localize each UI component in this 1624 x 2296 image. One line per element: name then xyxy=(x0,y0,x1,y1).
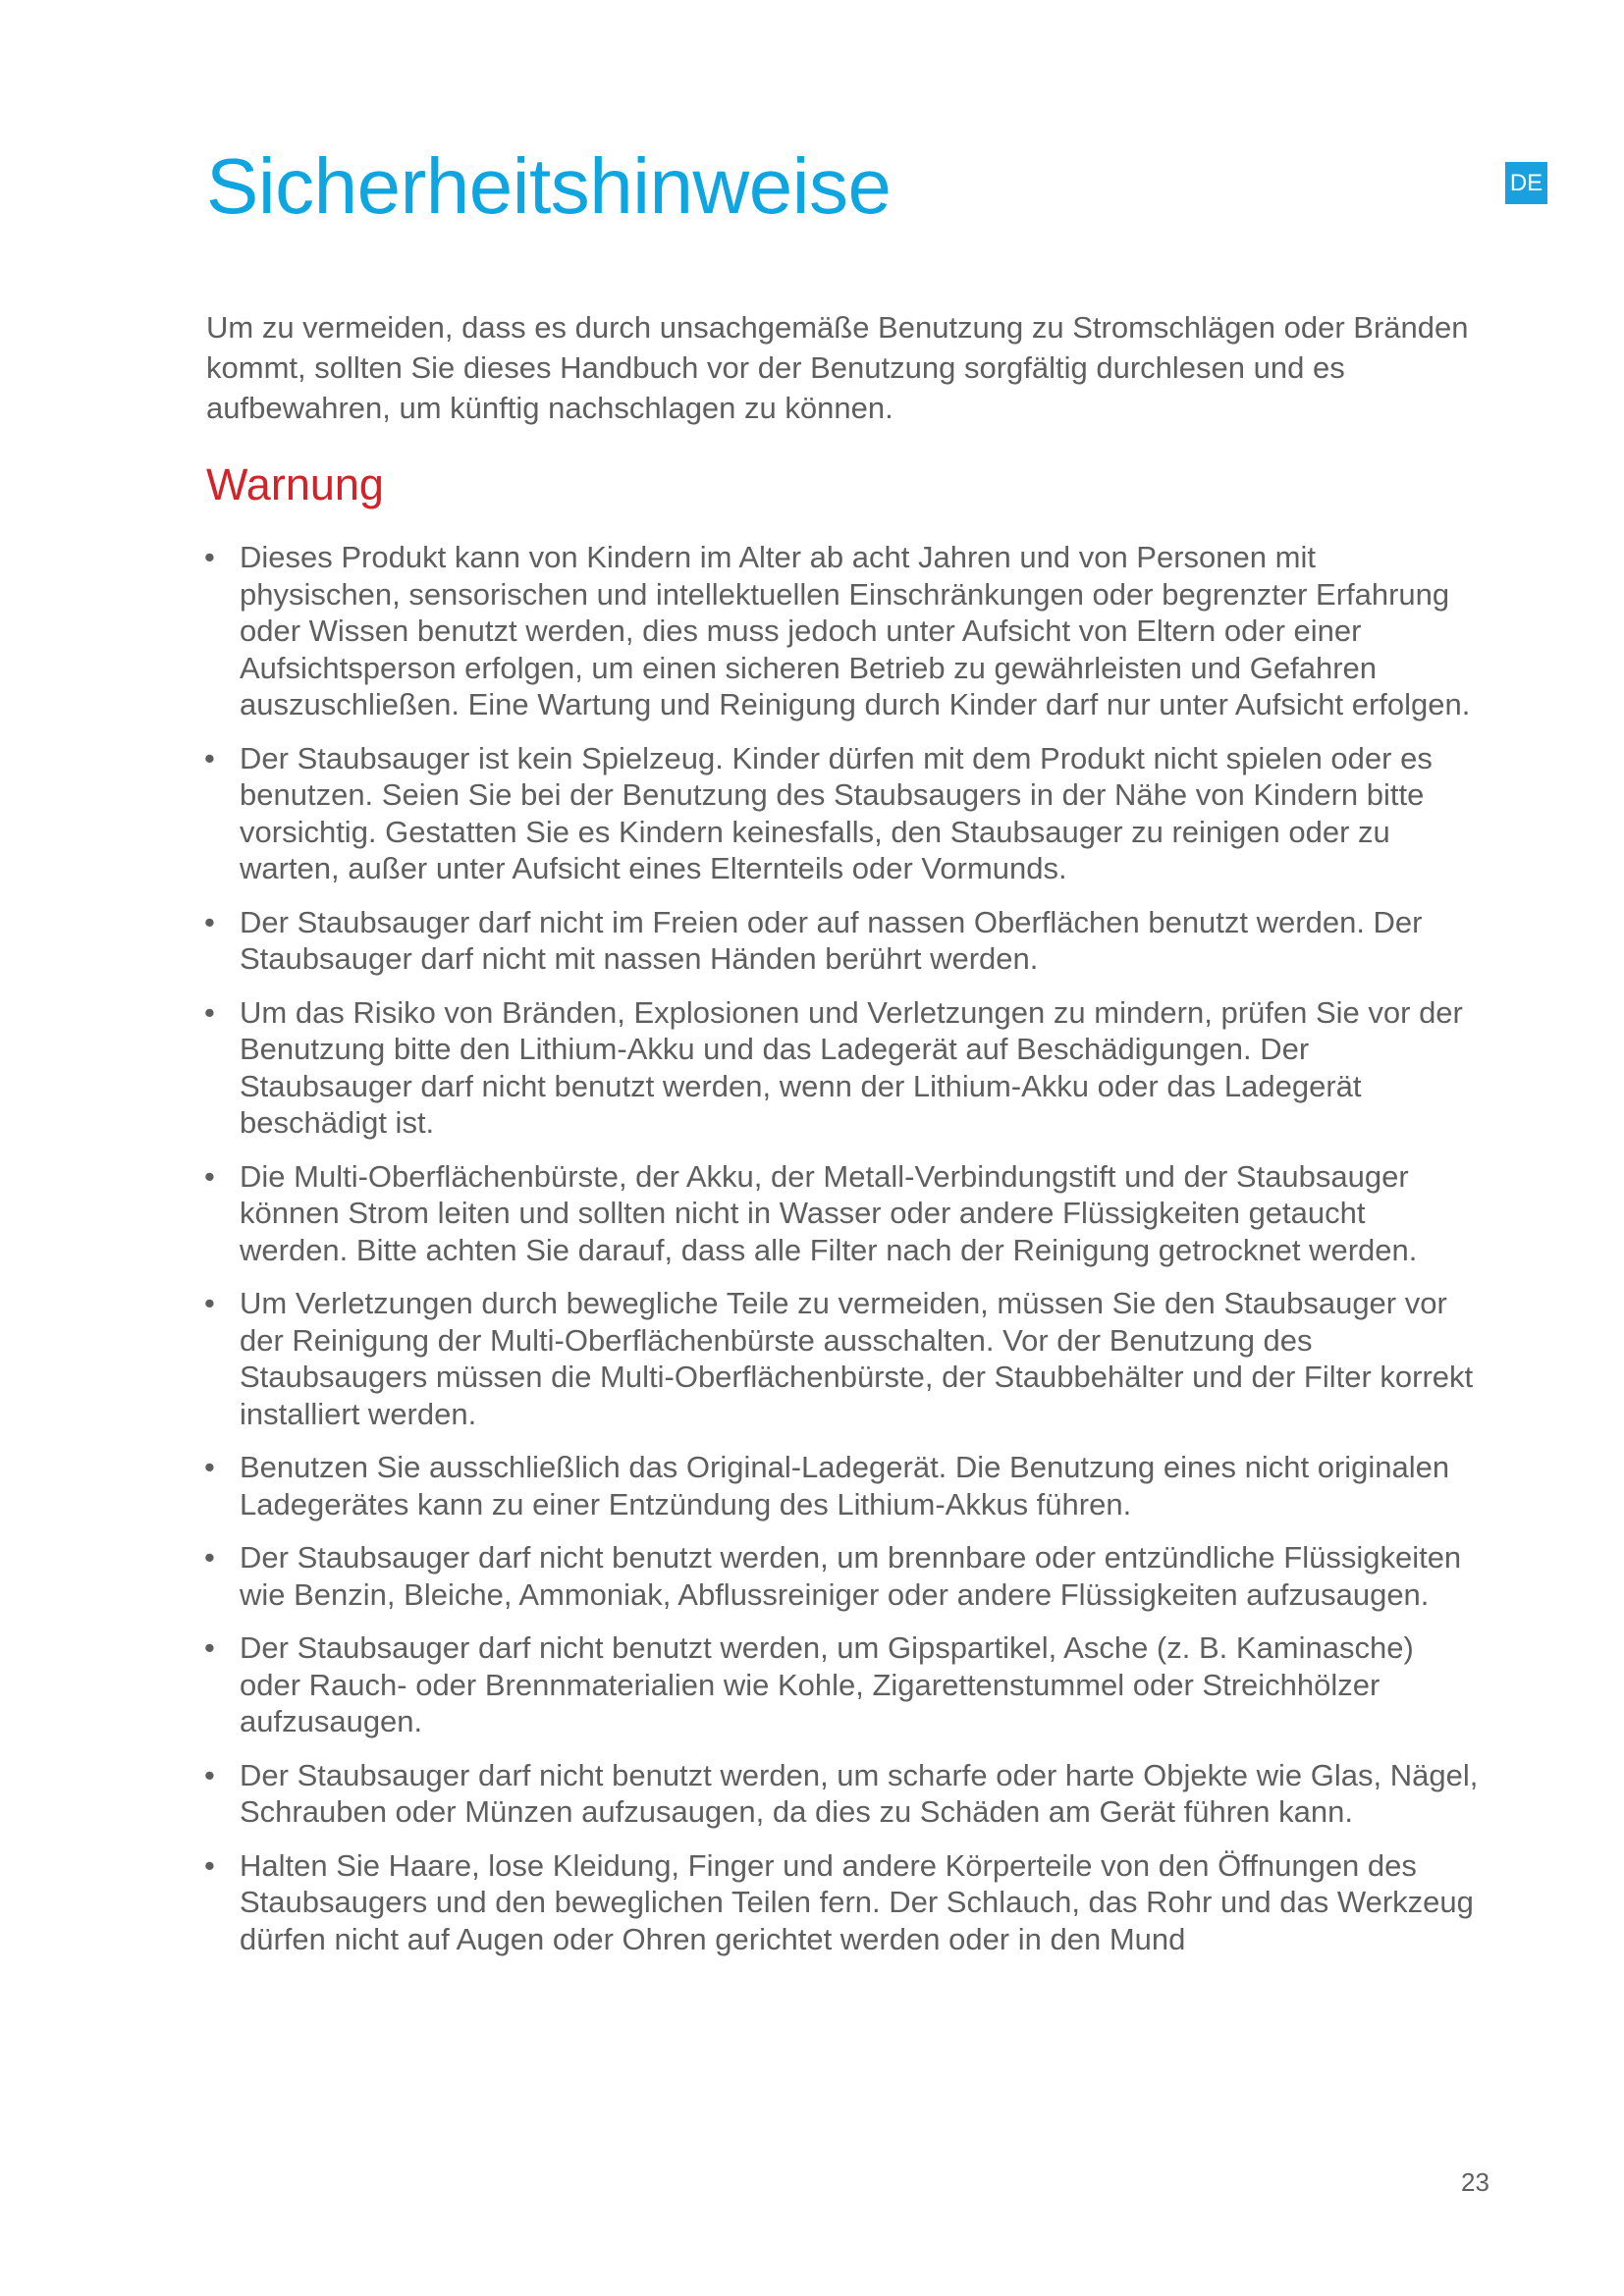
warning-item-text: Halten Sie Haare, lose Kleidung, Finger und andere Körperteile von den Öffnungen des Staubsaugers und den beweglichen Teilen fern. Der Schlauch, das Rohr und das Werkzeug dürfen nicht auf Augen oder Ohren gerichtet werden oder in den Mund xyxy=(240,1847,1474,1956)
bullet-icon: • xyxy=(204,540,215,574)
page-number: 23 xyxy=(1461,2167,1489,2197)
intro-paragraph: Um zu vermeiden, dass es durch unsachgemäße Benutzung zu Stromschlägen oder Bränden kommt, sollten Sie dieses Handbuch vor der Benutzung sorgfältig durchlesen und es aufbewahren, um künftig nachschlagen zu können. xyxy=(206,310,1469,425)
language-badge: DE xyxy=(1505,162,1547,204)
bullet-icon: • xyxy=(204,994,215,1030)
warning-item xyxy=(204,1285,1481,1432)
bullet-icon: • xyxy=(204,1450,215,1484)
bullet-icon: • xyxy=(204,1540,215,1575)
warning-item-text: Um das Risiko von Bränden, Explosionen und Verletzungen zu mindern, prüfen Sie vor der Benutzung bitte den Lithium-Akku und das Ladegerät auf Beschädigungen. Der Staubsauger darf nicht benutzt werden, wenn der Lithium-Akku oder das Ladegerät beschädigt ist. xyxy=(240,994,1463,1140)
warning-heading: Warnung xyxy=(206,459,384,509)
warning-item xyxy=(204,1539,1481,1613)
warning-item-text: Die Multi-Oberflächenbürste, der Akku, der Metall-Verbindungstift und der Staubsauger können Strom leiten und sollten nicht in Wasser oder andere Flüssigkeiten getaucht werden. Bitte achten Sie darauf, dass alle Filter nach der Reinigung getrocknet werden. xyxy=(240,1158,1418,1267)
warning-item-text: Der Staubsauger darf nicht benutzt werden, um scharfe oder harte Objekte wie Glas, Nägel, Schrauben oder Münzen aufzusaugen, da dies zu Schäden am Gerät führen kann. xyxy=(240,1757,1479,1829)
bullet-icon: • xyxy=(204,904,215,939)
warning-item xyxy=(204,1449,1481,1522)
warning-item xyxy=(204,1629,1481,1740)
warning-item-text: Benutzen Sie ausschließlich das Original-Ladegerät. Die Benutzung eines nicht originalen Ladegerätes kann zu einer Entzündung des Lithium-Akkus führen. xyxy=(240,1450,1450,1522)
warning-item xyxy=(204,1158,1481,1269)
warning-item-text: Dieses Produkt kann von Kindern im Alter ab acht Jahren und von Personen mit physischen, sensorischen und intellektuellen Einschränkungen oder begrenzter Erfahrung oder Wissen benutzt werden, dies muss jedoch unter Aufsicht von Eltern oder einer Aufsichtsperson erfolgen, um einen sicheren Betrieb zu gewährleisten und Gefahren auszuschließen. Eine Wartung und Reinigung durch Kinder darf nur unter Aufsicht erfolgen. xyxy=(240,540,1471,721)
bullet-icon: • xyxy=(204,1847,215,1883)
warning-item-text: Der Staubsauger darf nicht benutzt werden, um Gipspartikel, Asche (z. B. Kaminasche) oder Rauch- oder Brennmaterialien wie Kohle, Zigarettenstummel oder Streichhölzer aufzusaugen. xyxy=(240,1630,1414,1738)
warning-item-text: Der Staubsauger darf nicht im Freien oder auf nassen Oberflächen benutzt werden. Der Staubsauger darf nicht mit nassen Händen berührt werden. xyxy=(240,904,1423,976)
warning-item xyxy=(204,1757,1481,1831)
bullet-icon: • xyxy=(204,740,215,775)
warning-item xyxy=(204,904,1481,978)
warning-item-text: Um Verletzungen durch bewegliche Teile zu vermeiden, müssen Sie den Staubsauger vor der Reinigung der Multi-Oberflächenbürste ausschalten. Vor der Benutzung des Staubsaugers müssen die Multi-Oberflächenbürste, der Staubbehälter und der Filter korrekt installiert werden. xyxy=(240,1286,1474,1431)
warning-item xyxy=(204,740,1481,887)
warning-item xyxy=(204,1847,1481,1958)
warning-list xyxy=(204,539,1481,1974)
warning-item-text: Der Staubsauger darf nicht benutzt werden, um brennbare oder entzündliche Flüssigkeiten wie Benzin, Bleiche, Ammoniak, Abflussreiniger oder andere Flüssigkeiten aufzusaugen. xyxy=(240,1540,1462,1612)
warning-item-text: Der Staubsauger ist kein Spielzeug. Kinder dürfen mit dem Produkt nicht spielen oder es benutzen. Seien Sie bei der Benutzung des Staubsaugers in der Nähe von Kindern bitte vorsichtig. Gestatten Sie es Kindern keinesfalls, den Staubsauger zu reinigen oder zu warten, außer unter Aufsicht eines Elternteils oder Vormunds. xyxy=(240,740,1433,885)
warning-item xyxy=(204,539,1481,723)
bullet-icon: • xyxy=(204,1286,215,1320)
bullet-icon: • xyxy=(204,1158,215,1194)
bullet-icon: • xyxy=(204,1757,215,1792)
page-title: Sicherheitshinweise xyxy=(206,142,892,230)
bullet-icon: • xyxy=(204,1630,215,1665)
warning-item xyxy=(204,994,1481,1142)
